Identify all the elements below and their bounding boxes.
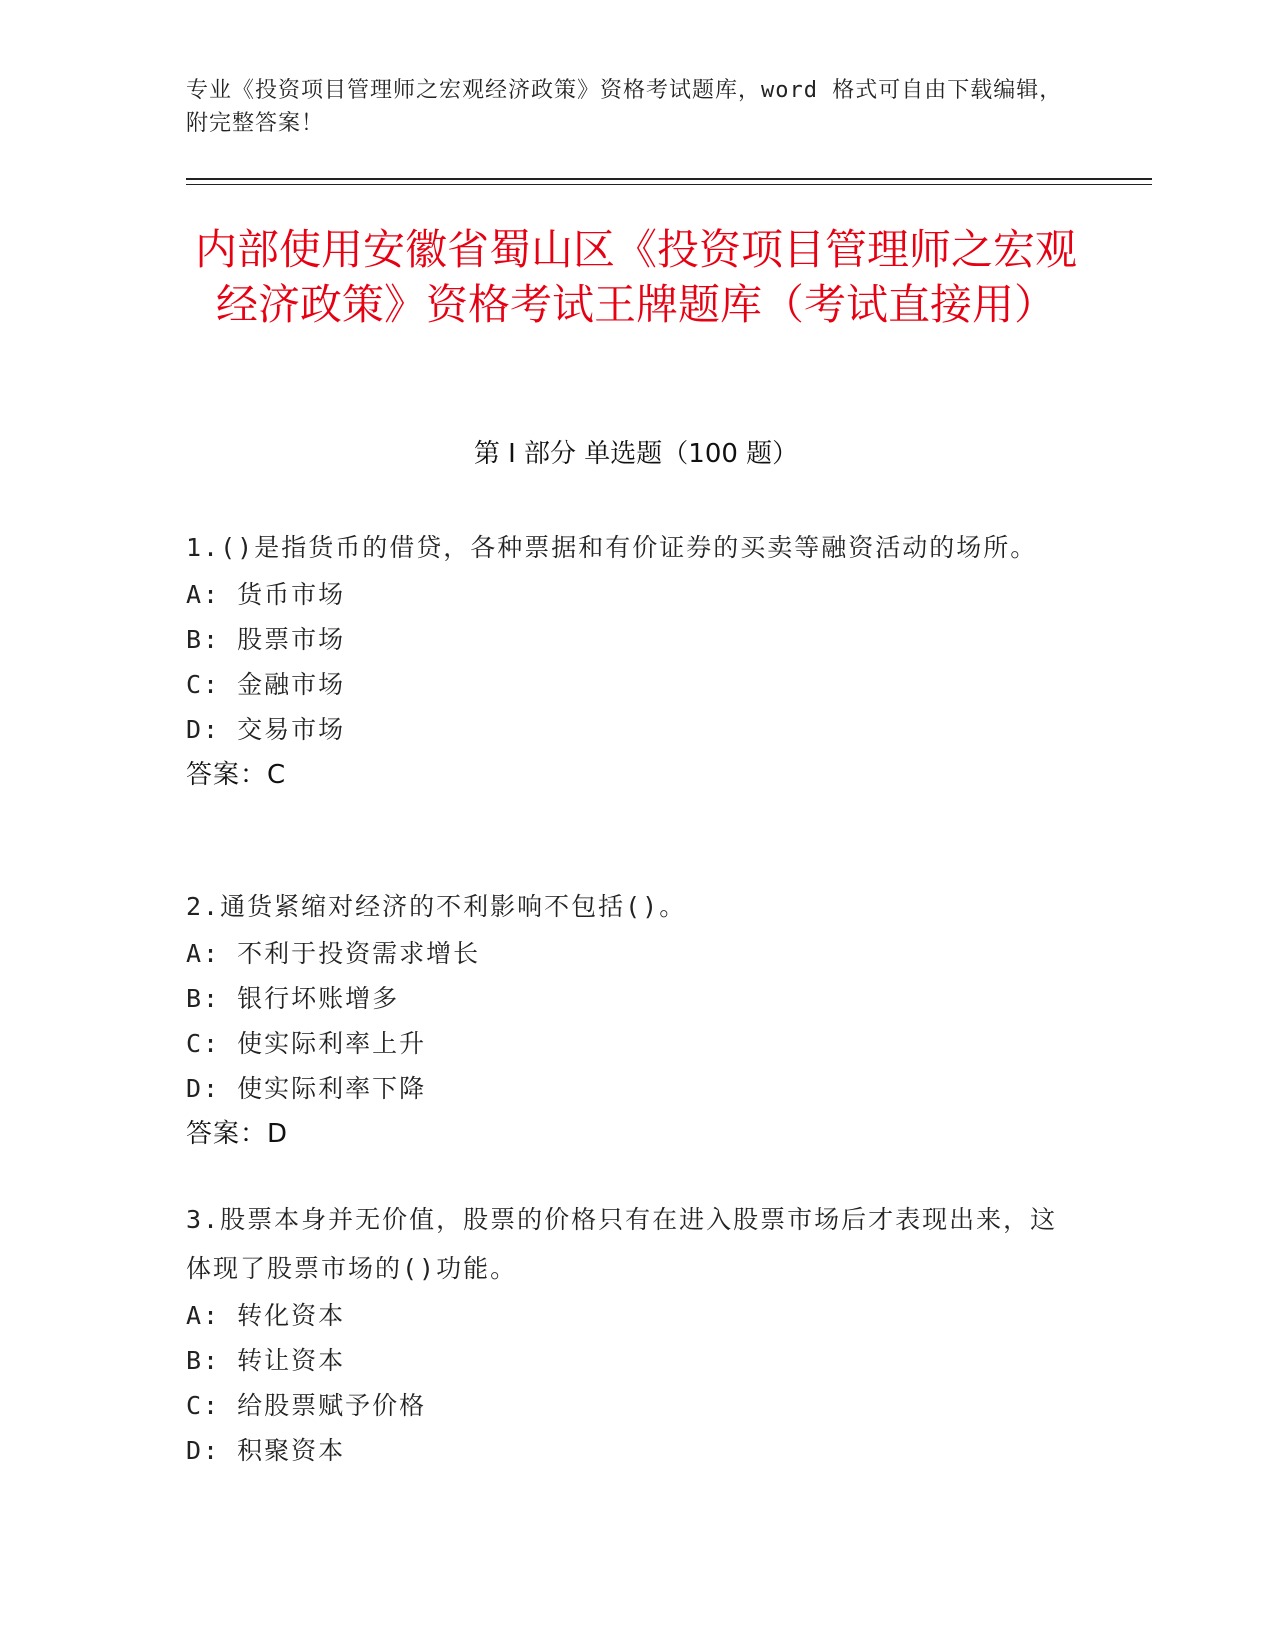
question-stem: 2.通货紧缩对经济的不利影响不包括()。 — [186, 892, 687, 921]
option-c: C: 使实际利率上升 — [186, 1029, 427, 1058]
option-b: B: 股票市场 — [186, 625, 346, 654]
answer: 答案：D — [186, 1119, 289, 1149]
option-a: A: 不利于投资需求增长 — [186, 939, 481, 968]
option-c: C: 金融市场 — [186, 670, 346, 699]
section-title: 第 I 部分 单选题（100 题） — [473, 439, 799, 469]
header-divider-thick — [186, 178, 1152, 180]
option-c: C: 给股票赋予价格 — [186, 1391, 427, 1420]
question-stem: 1.()是指货币的借贷，各种票据和有价证券的买卖等融资活动的场所。 — [186, 533, 1038, 562]
answer: 答案：C — [186, 760, 287, 790]
option-b: B: 转让资本 — [186, 1346, 346, 1375]
question-3 — [186, 1195, 1066, 1473]
header-divider-thin — [186, 184, 1152, 185]
question-stem: 3.股票本身并无价值，股票的价格只有在进入股票市场后才表现出来，这体现了股票市场的()功能。 — [186, 1205, 1058, 1283]
question-1 — [186, 523, 1066, 798]
question-2 — [186, 882, 1066, 1157]
option-d: D: 使实际利率下降 — [186, 1074, 427, 1103]
option-d: D: 交易市场 — [186, 715, 346, 744]
header-note: 专业《投资项目管理师之宏观经济政策》资格考试题库，word 格式可自由下载编辑，附完整答案！ — [186, 78, 1063, 136]
option-a: A: 转化资本 — [186, 1301, 346, 1330]
option-a: A: 货币市场 — [186, 580, 346, 609]
document-title: 内部使用安徽省蜀山区《投资项目管理师之宏观经济政策》资格考试王牌题库（考试直接用） — [194, 225, 1077, 329]
option-d: D: 积聚资本 — [186, 1436, 346, 1465]
option-b: B: 银行坏账增多 — [186, 984, 400, 1013]
